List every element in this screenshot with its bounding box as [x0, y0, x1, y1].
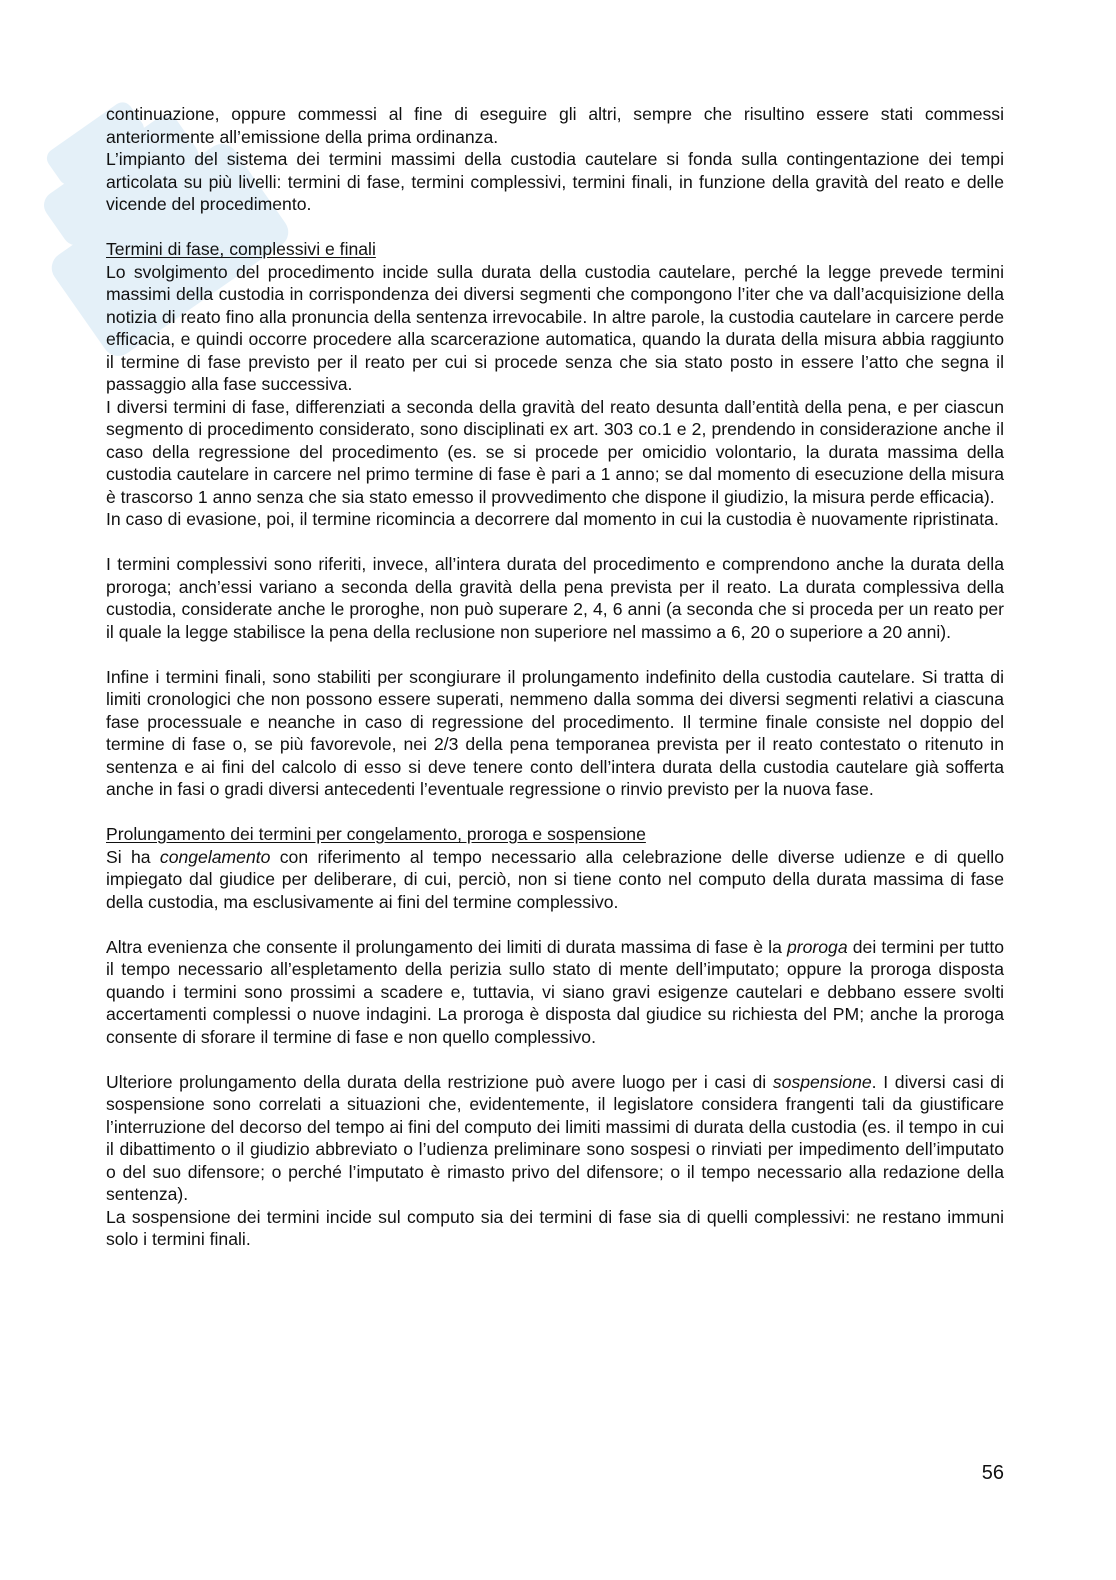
paragraph: La sospensione dei termini incide sul computo sia dei termini di fase sia di quelli complessivi: ne restano immuni solo i termini finali.: [106, 1206, 1004, 1249]
paragraph: continuazione, oppure commessi al fine di eseguire gli altri, sempre che risultino essere stati commessi anteriormente all’emissione della prima ordinanza.: [106, 104, 1004, 147]
section-heading-prolungamento: Prolungamento dei termini per congelamento, proroga e sospensione: [106, 824, 646, 844]
paragraph: Ulteriore prolungamento della durata della restrizione può avere luogo per i casi di sospensione. I diversi casi di sospensione sono correlati a situazioni che, evidentemente, il legislatore considera frangenti tali da giustificare l’interruzione del decorso del tempo ai fini del computo dei limiti massimi di durata della custodia (es. il tempo in cui il dibattimento o il giudizio abbreviato o l’udienza preliminare sono sospesi o rinviati per impedimento dell’imputato o del suo difensore; o perché l’imputato è rimasto privo del difensore; o il tempo necessario alla redazione della sentenza).: [106, 1071, 1004, 1204]
section-heading-termini: Termini di fase, complessivi e finali: [106, 239, 376, 259]
page-number: 56: [981, 1462, 1004, 1484]
paragraph: L’impianto del sistema dei termini massimi della custodia cautelare si fonda sulla contingentazione dei tempi articolata su più livelli: termini di fase, termini complessivi, termini finali, in funzione della gravità del reato e delle vicende del procedimento.: [106, 149, 1004, 214]
paragraph: Infine i termini finali, sono stabiliti per scongiurare il prolungamento indefinito della custodia cautelare. Si tratta di limiti cronologici che non possono essere superati, nemmeno dalla somma dei diversi segmenti relativi a ciascuna fase processuale e neanche in caso di regressione del procedimento. Il termine finale consiste nel doppio del termine di fase o, se più favorevole, nei 2/3 della pena temporanea prevista per il reato contestato o ritenuto in sentenza e ai fini del calcolo di esso si deve tenere conto dell’intera durata della custodia cautelare già sofferta anche in fasi o gradi diversi antecedenti l’eventuale regressione o rinvio previsto per la nuova fase.: [106, 666, 1004, 799]
document-page: [106, 103, 1004, 1251]
paragraph: I diversi termini di fase, differenziati a seconda della gravità del reato desunta dall’entità della pena, e per ciascun segmento di procedimento considerato, sono disciplinati ex art. 303 co.1 e 2, prendendo in considerazione anche il caso della regressione del procedimento (es. se si procede per omicidio volontario, la durata massima della custodia cautelare in carcere nel primo termine di fase è pari a 1 anno; se dal momento di esecuzione della misura è trascorso 1 anno senza che sia stato emesso il provvedimento che dispone il giudizio, la misura perde efficacia).: [106, 396, 1004, 507]
paragraph: I termini complessivi sono riferiti, invece, all’intera durata del procedimento e comprendono anche la durata della proroga; anch’essi variano a seconda della gravità della pena prevista per il reato. La durata complessiva della custodia, considerate anche le proroghe, non può superare 2, 4, 6 anni (a seconda che si proceda per un reato per il quale la legge stabilisce la pena della reclusione non superiore nel massimo a 6, 20 o superiore a 20 anni).: [106, 554, 1004, 642]
paragraph: In caso di evasione, poi, il termine ricomincia a decorrere dal momento in cui la custodia è nuovamente ripristinata.: [106, 509, 999, 529]
paragraph: Altra evenienza che consente il prolungamento dei limiti di durata massima di fase è la proroga dei termini per tutto il tempo necessario all’espletamento della perizia sullo stato di mente dell’imputato; oppure la proroga disposta quando i termini sono prossimi a scadere e, tuttavia, vi siano gravi esigenze cautelari e debbano essere svolti accertamenti complessi o nuove indagini. La proroga è disposta dal giudice su richiesta del PM; anche la proroga consente di sforare il termine di fase e non quello complessivo.: [106, 936, 1004, 1047]
paragraph: Si ha congelamento con riferimento al tempo necessario alla celebrazione delle diverse udienze e di quello impiegato dal giudice per deliberare, di cui, perciò, non si tiene conto nel computo della durata massima di fase della custodia, ma esclusivamente ai fini del termine complessivo.: [106, 846, 1005, 912]
paragraph: Lo svolgimento del procedimento incide sulla durata della custodia cautelare, perché la legge prevede termini massimi della custodia in corrispondenza dei diversi segmenti che compongono l’iter che va dall’acquisizione della notizia di reato fino alla pronuncia della sentenza irrevocabile. In altre parole, la custodia cautelare in carcere perde efficacia, e quindi occorre procedere alla scarcerazione automatica, quando la durata della misura abbia raggiunto il termine di fase previsto per il reato per cui si procede senza che sia stato posto in essere l’atto che segna il passaggio alla fase successiva.: [106, 261, 1004, 394]
